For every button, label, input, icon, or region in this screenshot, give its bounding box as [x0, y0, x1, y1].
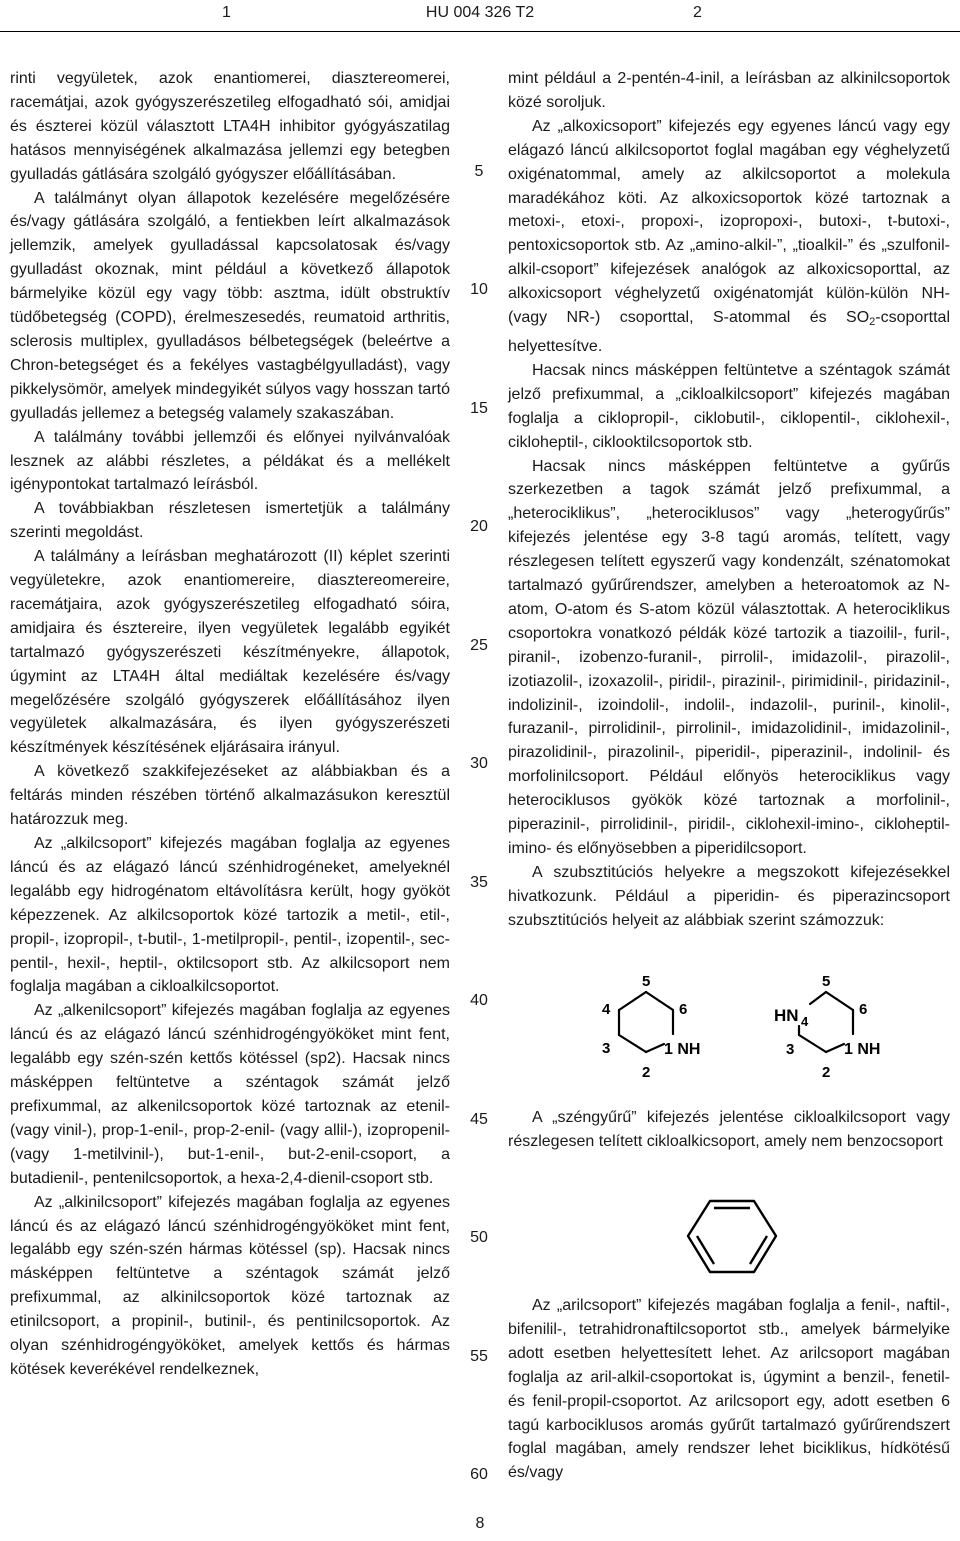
line-number: 45	[470, 1111, 488, 1128]
right-column-middle	[508, 1106, 950, 1154]
ring-nh-label: 1 NH	[844, 1041, 881, 1058]
ring-hn-label: HN	[774, 1006, 799, 1025]
paragraph: mint például a 2-pentén-4-inil, a leírásban az alkinilcsoportok közé soroljuk.	[508, 70, 950, 111]
line-number: 20	[470, 518, 488, 535]
paragraph: Az „arilcsoport” kifejezés magában foglalja a fenil-, naftil-, bifenilil-, tetrahidronaftilcsoportot stb., amelyek bármelyike adott esetben helyettesített lehet. Az arilcsoport magában foglalja az aril-alkil-csoportokat is, úgymint a benzil-, fenetil- és fenil-propil-csoportot. Az arilcsoport egy, adott esetben 6 tagú karbociklusos aromás gyűrűt tartalmazó gyűrűrendszert foglal magában, amely rendszer lehet biciklikus, hídkötésű és/vagy	[508, 1297, 950, 1482]
line-number: 40	[470, 992, 488, 1009]
paragraph: A továbbiakban részletesen ismertetjük a találmány szerinti megoldást.	[10, 500, 450, 542]
ring-position-label: 3	[602, 1040, 611, 1057]
line-number: 35	[470, 874, 488, 891]
paragraph: A következő szakkifejezéseket az alábbiakban és a feltárás minden részében történő alkalmazásukon keresztül határozzuk meg.	[10, 763, 450, 829]
line-number: 50	[470, 1229, 488, 1246]
header-right-page-number: 2	[693, 4, 702, 21]
paragraph: Az „alkenilcsoport” kifejezés magában foglalja az egyenes láncú és az elágazó láncú szénhidrogéngyököket mint fent, legalább egy szén-szén kettős kötéssel (sp2). Hacsak nincs másképpen feltüntetve a széntagok számát jelző prefixummal, az alkenilcsoportok közé tartoznak az etenil- (vagy vinil-), prop-1-enil-, prop-2-enil- (vagy allil-), izopropenil- (vagy 1-metilvinil-), but-1-enil-, but-2-enil-csoport, a butadienil-, pentenilcsoportok, a hexa-2,4-dienil-csoport stb.	[10, 1002, 450, 1187]
paragraph: Az „alkilcsoport” kifejezés magában foglalja az egyenes láncú és az elágazó láncú szénhidrogéneket, amelyeknél legalább egy hidrogénatom eltávolításra került, hogy gyököt képezzenek. Az alkilcsoportok közé tartozik a metil-, etil-, propil-, izopropil-, t-butil-, 1-metilpropil-, pentil-, izopentil-, sec-pentil-, hexil-, heptil-, oktilcsoport stb. Az alkilcsoport nem foglalja magában a cikloalkilcsoportot.	[10, 835, 450, 996]
paragraph: rinti vegyületek, azok enantiomerei, diasztereomerei, racemátjai, azok gyógyszerészetileg elfogadható sói, amidjai és észterei közül választott LTA4H inhibitor gyógyászatilag hatásos mennyiségének alkalmazása jellemzi egy betegben gyulladás gátlására szolgáló gyógyszer előállításában.	[10, 70, 450, 183]
header-rule	[0, 31, 960, 32]
line-number: 10	[470, 281, 488, 298]
ring-position-label: 6	[679, 1001, 688, 1018]
paragraph	[508, 115, 950, 359]
right-column-top	[508, 67, 950, 933]
paragraph: Hacsak nincs másképpen feltüntetve a gyűrűs szerkezetben a tagok számát jelző prefixummal, a „heterociklikus”, „heterociklusos” vagy „heterogyűrűs” kifejezés jelentése egy 3-8 tagú aromás, telített, vagy részlegesen telített egyszerű vagy kondenzált, szénatomokat tartalmazó gyűrűrendszer, amelyben a heteroatomok az N-atom, O-atom és S-atom közül választottak. A heterociklikus csoportokra vonatkozó példák közé tartozik a tiazoilil-, furil-, piranil-, izobenzo-furanil-, pirrolil-, imidazolil-, pirazolil-, izotiazolil-, izoxazolil-, piridil-, pirazinil-, pirimidinil-, piridazinil-, indolizinil-, izoindolil-, indolil-, indazolil-, purinil-, kinolil-, furazanil-, pirrolidinil-, pirrolinil-, imidazolidinil-, imidazolinil-, pirazolidinil-, pirazolinil-, piperidil-, piperazinil-, indolinil- és morfolinilcsoport. Például előnyös heterociklikus vagy heterociklusos gyökök közé tartoznak a morfolinil-, piperazinil-, pirrolidinil-, piridil-, ciklohexil-imino-, cikloheptil-imino- és előnyösebben a piperidilcsoport.	[508, 457, 950, 857]
paragraph: Hacsak nincs másképpen feltüntetve a széntagok számát jelző prefixummal, a „cikloalkilcsoport” kifejezés magában foglalja a ciklopropil-, ciklobutil-, ciklopentil-, ciklohexil-, cikloheptil-, ciklooktilcsoportok stb.	[508, 361, 950, 451]
paragraph: A „széngyűrű” kifejezés jelentése cikloalkilcsoport vagy részlegesen telített cikloalkicsoport, amely nem benzocsoport	[508, 1109, 950, 1150]
paragraph-tail: -csoporttal helyettesítve.	[508, 309, 950, 355]
paragraph: A találmányt olyan állapotok kezelésére megelőzésére és/vagy gátlására szolgáló, a fentiekben leírt alkalmazások jellemzik, amelyek gyulladással kapcsolatosak és/vagy gyulladást okoznak, mint például a következő állapotok bármelyike közül egy vagy több: asztma, idült obstruktív tüdőbetegség (COPD), érelmeszesedés, reumatoid arthritis, sclerosis multiplex, gyulladásos bélbetegségek (beleértve a Chron-betegséget és a fekélyes vastagbélgyulladást), vagy pikkelysömör, amelyek mindegyikét súlyos vagy hosszan tartó gyulladás jellemez a betegség valamely szakaszában.	[10, 189, 450, 422]
ring-position-label: 2	[642, 1064, 651, 1081]
piperazine-structure	[760, 968, 910, 1092]
ring-position-label: 2	[822, 1064, 831, 1081]
piperidine-structure	[580, 968, 730, 1092]
line-number: 55	[470, 1348, 488, 1365]
ring-position-label: 5	[822, 973, 831, 990]
line-number: 15	[470, 400, 488, 417]
ring-position-label: 4	[801, 1014, 809, 1029]
subscript: 2	[869, 316, 876, 329]
ring-position-label: 3	[786, 1041, 795, 1058]
ring-position-label: 5	[642, 973, 651, 990]
ring-position-label: 6	[859, 1001, 868, 1018]
line-number: 25	[470, 637, 488, 654]
line-number: 5	[474, 163, 484, 180]
paragraph: A találmány további jellemzői és előnyei nyilvánvalóak lesznek az alábbi részletes, a példákat és a mellékelt igénypontokat tartalmazó leírásból.	[10, 428, 450, 494]
header-left-page-number: 1	[222, 4, 231, 21]
line-number: 60	[470, 1466, 488, 1483]
paragraph: A találmány a leírásban meghatározott (II) képlet szerinti vegyületekre, azok enantiomereire, diasztereomereire, racemátjaira, azok gyógyszerészetileg elfogadható sóira, amidjaira és észtereire, ilyen vegyületek legalább egyikét tartalmazó gyógyszerészeti készítményekre, állapotok, úgymint az LTA4H által mediáltak kezelésére és/vagy megelőzésére szolgáló gyógyszerek előállításához ilyen vegyületek alkalmazására, és ilyen gyógyszerészeti készítmények készítésének eljárásaira irányul.	[10, 548, 450, 757]
left-column	[10, 67, 450, 1382]
footer-page-number: 8	[475, 1515, 485, 1532]
paragraph-text: Az „alkoxicsoport” kifejezés egy egyenes láncú vagy egy elágazó láncú alkilcsoportot foglal magában egy véghelyzetű oxigénatommal, amely az alkilcsoportot a molekula maradékához köti. Az alkoxicsoportok közé tartoznak a metoxi-, etoxi-, propoxi-, izopropoxi-, butoxi-, t-butoxi-, pentoxicsoportok stb. Az „amino-alkil-”, „tioalkil-” és „szulfonil-alkil-csoport” kifejezések analógok az alkoxicsoporttal, az alkoxicsoport véghelyzetű oxigénatomját külön-külön NH- (vagy NR-) csoporttal, S-atommal és SO	[508, 117, 950, 327]
benzene-structure	[680, 1196, 800, 1278]
ring-position-label: 4	[602, 1001, 611, 1018]
right-column-bottom	[508, 1294, 950, 1485]
paragraph: Az „alkinilcsoport” kifejezés magában foglalja az egyenes láncú és az elágazó láncú szénhidrogéngyököket mint fent, legalább egy szén-szén hármas kötéssel (sp). Hacsak nincs másképpen feltüntetve a széntagok számát jelző prefixummal, az alkinilcsoportok közé tartoznak az etinilcsoport, a propinil-, butinil-, és pentinilcsoportok. Az olyan szénhidrogéngyököket, amelyek kettős és hármas kötések keverékével rendelkeznek,	[10, 1193, 450, 1378]
paragraph: A szubsztitúciós helyekre a megszokott kifejezésekkel hivatkozunk. Például a piperidin- és piperazincsoport szubsztitúciós helyeit az alábbiak szerint számozzuk:	[508, 863, 950, 929]
line-number: 30	[470, 755, 488, 772]
header-document-number: HU 004 326 T2	[425, 4, 535, 21]
ring-nh-label: 1 NH	[664, 1041, 701, 1058]
